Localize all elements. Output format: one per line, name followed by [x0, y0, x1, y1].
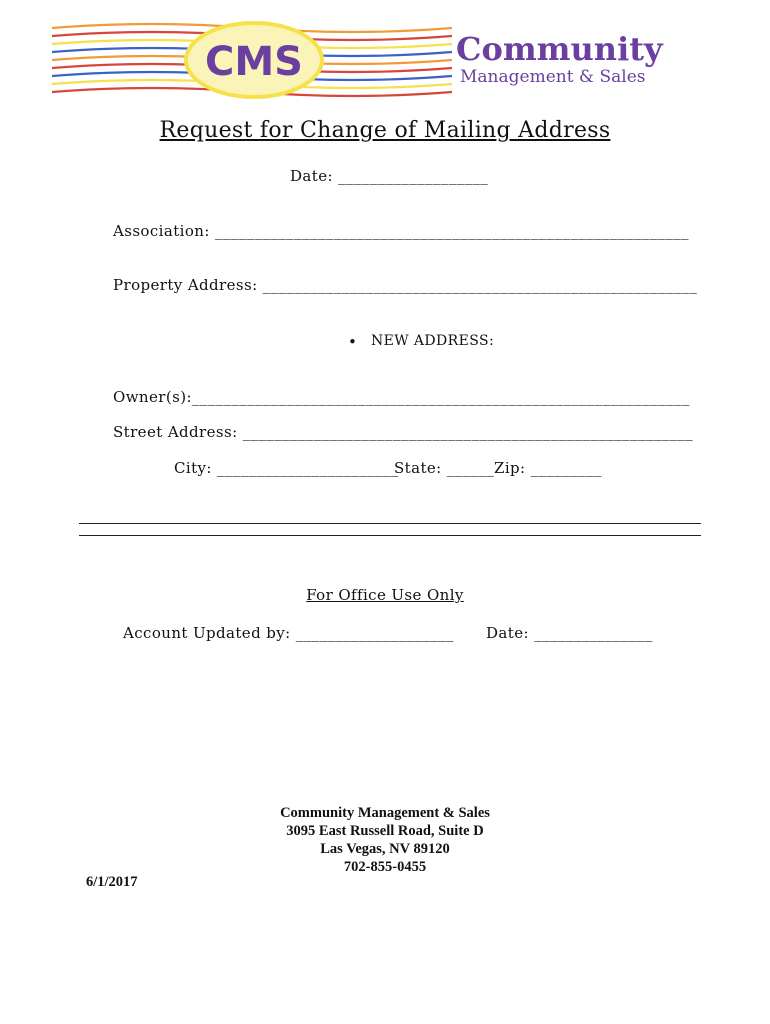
city-field[interactable]: City: _______________________ — [174, 459, 399, 477]
divider-bottom — [79, 535, 701, 536]
company-logo — [52, 18, 704, 102]
date-field[interactable]: Date: ___________________ — [290, 167, 489, 185]
footer-city: Las Vegas, NV 89120 — [320, 841, 450, 857]
association-field[interactable]: Association: ____________________________________________________________ — [113, 222, 689, 240]
footer-company: Community Management & Sales — [280, 805, 490, 821]
divider-top — [79, 523, 701, 524]
zip-field[interactable]: Zip: _________ — [494, 459, 602, 477]
office-date-field[interactable]: Date: _______________ — [486, 624, 653, 642]
footer-street: 3095 East Russell Road, Suite D — [286, 823, 484, 839]
footer-phone: 702-855-0455 — [343, 859, 427, 875]
property-address-field[interactable]: Property Address: _______________________________________________________ — [113, 276, 698, 294]
new-address-label: NEW ADDRESS: — [371, 333, 495, 349]
page-title: Request for Change of Mailing Address — [159, 118, 611, 143]
owners-field[interactable]: Owner(s):_______________________________________________________________ — [113, 388, 690, 406]
state-field[interactable]: State: ______ — [394, 459, 495, 477]
office-use-heading: For Office Use Only — [306, 586, 464, 604]
logo-company-line1: Community — [456, 30, 663, 68]
street-address-field[interactable]: Street Address: _________________________________________________________ — [113, 423, 694, 441]
account-updated-field[interactable]: Account Updated by: ____________________ — [123, 624, 454, 642]
logo-company-line2: Management & Sales — [460, 67, 646, 87]
company-address-block — [0, 804, 770, 876]
logo-initials: CMS — [205, 39, 303, 85]
document-date: 6/1/2017 — [86, 874, 138, 890]
bullet-icon: • — [348, 333, 357, 351]
